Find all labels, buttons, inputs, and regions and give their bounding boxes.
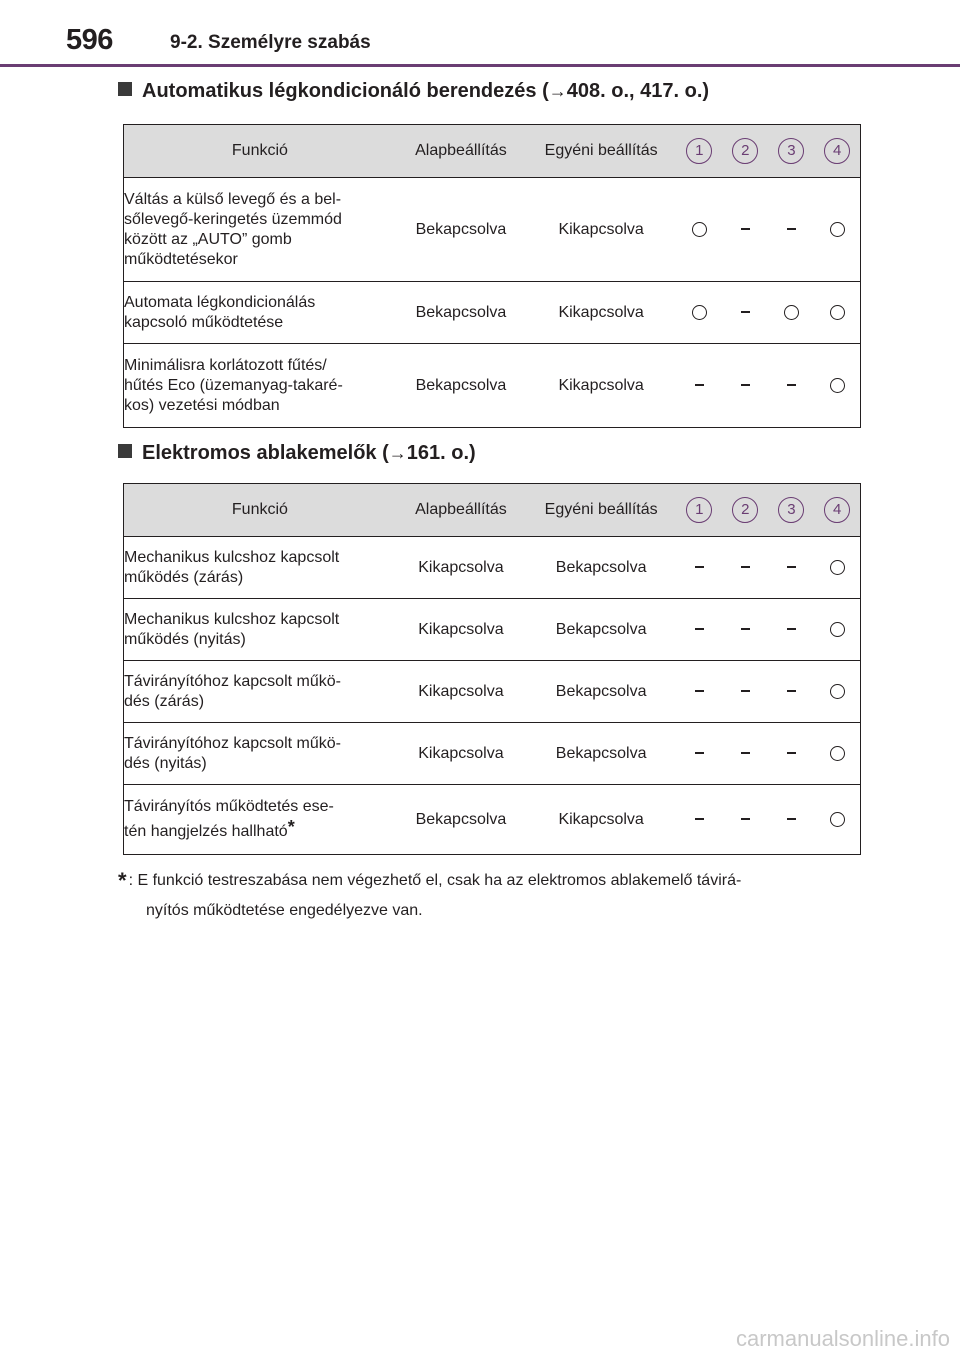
availability-cell (722, 282, 768, 344)
function-text-line: Távirányítóhoz kapcsolt műkö- (124, 672, 341, 690)
availability-cell (814, 785, 860, 855)
footnote-asterisk: * (118, 868, 127, 893)
default-setting-cell: Bekapcsolva (396, 785, 526, 855)
availability-cell (768, 785, 814, 855)
table-row (124, 178, 861, 282)
section-bullet-icon (118, 444, 132, 458)
availability-cell (768, 537, 814, 599)
watermark: carmanualsonline.info (735, 1326, 950, 1351)
function-text-line: kos) vezetési módban (124, 396, 280, 414)
unavailable-dash-icon (695, 818, 704, 820)
table-row (124, 785, 861, 855)
footnote-text-line2: nyítós működtetése engedélyezve van. (146, 902, 423, 919)
method-number-icon: 3 (778, 138, 804, 164)
availability-cell (722, 599, 768, 661)
table-header-row (124, 125, 861, 178)
availability-cell (722, 178, 768, 282)
function-cell (124, 178, 396, 282)
function-text-line: Mechanikus kulcshoz kapcsolt (124, 548, 340, 566)
column-header-method-2 (722, 125, 768, 178)
availability-cell (768, 661, 814, 723)
column-header-method-3 (768, 484, 814, 537)
function-text-line: Minimálisra korlátozott fűtés/ (124, 356, 327, 374)
function-text-line: között az „AUTO” gomb (124, 230, 292, 248)
availability-cell (676, 537, 722, 599)
available-circle-icon (830, 560, 845, 575)
footnote-text-line1: : E funkció testreszabása nem végezhető el, csak ha az elektromos ablakemelő távirá- (128, 872, 742, 889)
unavailable-dash-icon (741, 818, 750, 820)
unavailable-dash-icon (695, 384, 704, 386)
column-header-method-2 (722, 484, 768, 537)
function-cell (124, 344, 396, 428)
availability-cell (814, 723, 860, 785)
custom-setting-cell: Kikapcsolva (526, 282, 676, 344)
method-number-icon: 2 (732, 138, 758, 164)
arrow-right-icon: → (388, 443, 407, 463)
function-cell (124, 723, 396, 785)
availability-cell (676, 723, 722, 785)
table-row (124, 661, 861, 723)
unavailable-dash-icon (787, 628, 796, 630)
method-number-icon: 4 (824, 497, 850, 523)
unavailable-dash-icon (787, 566, 796, 568)
table-row (124, 599, 861, 661)
unavailable-dash-icon (741, 228, 750, 230)
function-text-line: működés (zárás) (124, 568, 244, 586)
power-window-settings-table (123, 483, 861, 855)
column-header-function: Funkció (124, 125, 396, 178)
default-setting-cell: Kikapcsolva (396, 661, 526, 723)
available-circle-icon (830, 684, 845, 699)
function-text-line: Mechanikus kulcshoz kapcsolt (124, 610, 340, 628)
availability-cell (722, 344, 768, 428)
availability-cell (722, 785, 768, 855)
default-setting-cell: Kikapcsolva (396, 537, 526, 599)
custom-setting-cell: Bekapcsolva (526, 723, 676, 785)
custom-setting-cell: Kikapcsolva (526, 178, 676, 282)
unavailable-dash-icon (695, 628, 704, 630)
availability-cell (814, 599, 860, 661)
custom-setting-cell: Bekapcsolva (526, 599, 676, 661)
column-header-method-3 (768, 125, 814, 178)
unavailable-dash-icon (787, 752, 796, 754)
custom-setting-cell: Bekapcsolva (526, 661, 676, 723)
available-circle-icon (830, 746, 845, 761)
column-header-method-1 (676, 484, 722, 537)
custom-setting-cell: Kikapcsolva (526, 344, 676, 428)
function-text-line: működés (nyitás) (124, 630, 246, 648)
function-text-line: Távirányítóhoz kapcsolt műkö- (124, 734, 341, 752)
available-circle-icon (830, 378, 845, 393)
section-heading-air-conditioning (118, 80, 709, 103)
availability-cell (676, 344, 722, 428)
method-number-icon: 3 (778, 497, 804, 523)
available-circle-icon (784, 305, 799, 320)
availability-cell (814, 344, 860, 428)
default-setting-cell: Kikapcsolva (396, 599, 526, 661)
function-text-line: tén hangjelzés hallható (124, 823, 288, 840)
table-row (124, 537, 861, 599)
available-circle-icon (830, 812, 845, 827)
footnote-marker: * (287, 817, 295, 837)
method-number-icon: 4 (824, 138, 850, 164)
table-row (124, 344, 861, 428)
column-header-custom: Egyéni beállítás (526, 125, 676, 178)
available-circle-icon (830, 622, 845, 637)
unavailable-dash-icon (741, 690, 750, 692)
footnote (118, 866, 858, 926)
function-text-line: sőlevegő-keringetés üzemmód (124, 210, 342, 228)
column-header-method-4 (814, 484, 860, 537)
column-header-default: Alapbeállítás (396, 484, 526, 537)
section-title: Automatikus légkondicionáló berendezés ( (142, 80, 549, 102)
default-setting-cell: Bekapcsolva (396, 344, 526, 428)
unavailable-dash-icon (787, 690, 796, 692)
availability-cell (676, 178, 722, 282)
unavailable-dash-icon (741, 628, 750, 630)
availability-cell (676, 785, 722, 855)
availability-cell (768, 282, 814, 344)
function-text-line: Váltás a külső levegő és a bel- (124, 190, 342, 208)
function-text-line: Távirányítós működtetés ese- (124, 798, 334, 815)
available-circle-icon (692, 222, 707, 237)
unavailable-dash-icon (695, 566, 704, 568)
default-setting-cell: Kikapcsolva (396, 723, 526, 785)
availability-cell (814, 661, 860, 723)
unavailable-dash-icon (695, 690, 704, 692)
availability-cell (676, 661, 722, 723)
section-title: Elektromos ablakemelők ( (142, 442, 389, 464)
function-text-line: Automata légkondicionálás (124, 293, 316, 311)
chapter-title: 9-2. Személyre szabás (170, 32, 371, 53)
unavailable-dash-icon (787, 384, 796, 386)
unavailable-dash-icon (741, 566, 750, 568)
page-header (0, 0, 960, 70)
table-row (124, 282, 861, 344)
available-circle-icon (830, 305, 845, 320)
unavailable-dash-icon (741, 752, 750, 754)
function-cell (124, 785, 396, 855)
availability-cell (768, 178, 814, 282)
function-cell (124, 282, 396, 344)
availability-cell (814, 537, 860, 599)
function-text-line: kapcsoló működtetése (124, 313, 284, 331)
unavailable-dash-icon (787, 228, 796, 230)
default-setting-cell: Bekapcsolva (396, 282, 526, 344)
section-heading-power-windows (118, 442, 476, 465)
method-number-icon: 2 (732, 497, 758, 523)
section-page-ref: 161. o.) (406, 442, 476, 464)
table-header-row (124, 484, 861, 537)
function-cell (124, 599, 396, 661)
available-circle-icon (830, 222, 845, 237)
table-row (124, 723, 861, 785)
column-header-method-4 (814, 125, 860, 178)
unavailable-dash-icon (741, 384, 750, 386)
availability-cell (676, 599, 722, 661)
availability-cell (814, 282, 860, 344)
unavailable-dash-icon (741, 311, 750, 313)
availability-cell (722, 537, 768, 599)
custom-setting-cell: Bekapcsolva (526, 537, 676, 599)
availability-cell (768, 344, 814, 428)
section-page-ref: 408. o., 417. o.) (566, 80, 710, 102)
availability-cell (814, 178, 860, 282)
function-cell (124, 537, 396, 599)
function-cell (124, 661, 396, 723)
availability-cell (722, 723, 768, 785)
availability-cell (768, 723, 814, 785)
column-header-default: Alapbeállítás (396, 125, 526, 178)
function-text-line: működtetésekor (124, 250, 238, 268)
method-number-icon: 1 (686, 497, 712, 523)
availability-cell (768, 599, 814, 661)
function-text-line: dés (zárás) (124, 692, 205, 710)
column-header-method-1 (676, 125, 722, 178)
page-number: 596 (66, 24, 113, 56)
section-bullet-icon (118, 82, 132, 96)
column-header-custom: Egyéni beállítás (526, 484, 676, 537)
available-circle-icon (692, 305, 707, 320)
unavailable-dash-icon (695, 752, 704, 754)
unavailable-dash-icon (787, 818, 796, 820)
function-text-line: hűtés Eco (üzemanyag-takaré- (124, 376, 343, 394)
function-text-line: dés (nyitás) (124, 754, 207, 772)
availability-cell (722, 661, 768, 723)
availability-cell (676, 282, 722, 344)
arrow-right-icon: → (548, 81, 567, 101)
air-conditioning-settings-table (123, 124, 861, 428)
method-number-icon: 1 (686, 138, 712, 164)
header-rule (0, 64, 960, 67)
column-header-function: Funkció (124, 484, 396, 537)
default-setting-cell: Bekapcsolva (396, 178, 526, 282)
custom-setting-cell: Kikapcsolva (526, 785, 676, 855)
